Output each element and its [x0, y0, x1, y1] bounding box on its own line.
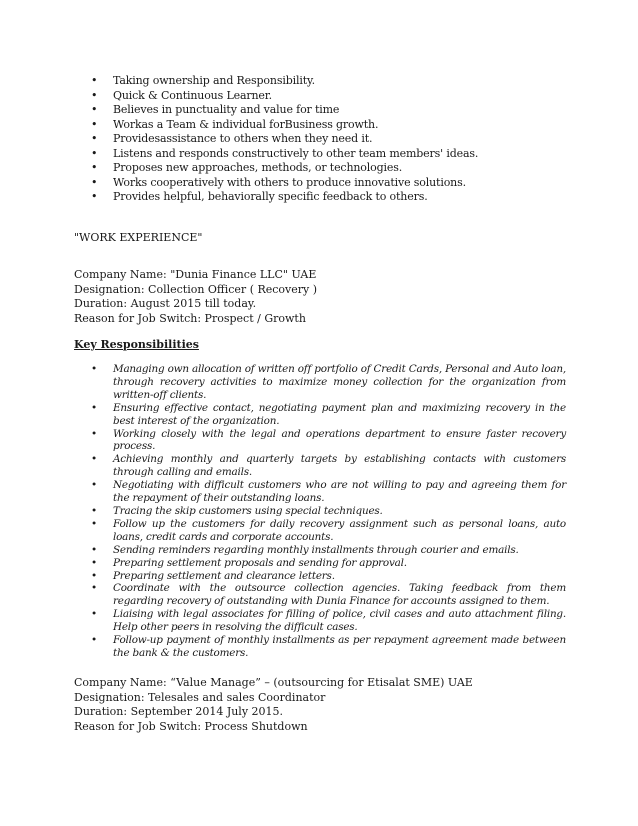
- trait-text: Provides helpful, behaviorally specific feedback to others.: [113, 190, 428, 203]
- trait-text: Providesassistance to others when they need it.: [113, 132, 373, 145]
- list-item: [92, 479, 566, 505]
- list-item: [92, 176, 478, 191]
- bullet-icon: •: [91, 479, 97, 492]
- bullet-icon: •: [91, 453, 97, 466]
- list-item: [92, 74, 478, 89]
- duration: Duration: August 2015 till today.: [74, 297, 257, 310]
- bullet-icon: •: [91, 146, 98, 160]
- bullet-icon: •: [91, 74, 98, 87]
- list-item: [92, 132, 478, 147]
- job-2-details: [74, 676, 473, 734]
- bullet-icon: •: [91, 608, 97, 621]
- responsibility-text: Working closely with the legal and operations department to ensure faster recovery process.: [113, 427, 566, 453]
- designation: Designation: Telesales and sales Coordinator: [74, 690, 326, 704]
- responsibility-text: Preparing settlement and clearance letters.: [113, 569, 335, 582]
- trait-text: Believes in punctuality and value for time: [113, 103, 340, 116]
- trait-text: Taking ownership and Responsibility.: [113, 74, 315, 87]
- bullet-icon: •: [91, 427, 97, 440]
- responsibility-text: Follow-up payment of monthly installments as per repayment agreement made between the bank & the customers.: [113, 634, 566, 659]
- bullet-icon: •: [91, 401, 97, 414]
- responsibility-text: Preparing settlement proposals and sending for approval.: [113, 556, 407, 569]
- company-name: Company Name: "Dunia Finance LLC" UAE: [74, 268, 317, 281]
- trait-text: Proposes new approaches, methods, or technologies.: [113, 161, 403, 174]
- bullet-icon: •: [91, 582, 97, 595]
- trait-text: Works cooperatively with others to produce innovative solutions.: [113, 175, 466, 189]
- trait-text: Workas a Team & individual forBusiness growth.: [113, 117, 379, 131]
- bullet-icon: •: [91, 88, 98, 102]
- responsibility-text: Sending reminders regarding monthly installments through courier and emails.: [113, 543, 519, 556]
- list-item: [92, 89, 478, 104]
- responsibility-text: Follow up the customers for daily recovery assignment such as personal loans, auto loans, credit cards and corporate accounts.: [113, 517, 566, 543]
- key-responsibilities-heading: Key Responsibilities: [74, 338, 199, 351]
- trait-text: Quick & Continuous Learner.: [113, 88, 273, 102]
- list-item: [92, 544, 566, 557]
- duration: Duration: September 2014 July 2015.: [74, 705, 284, 718]
- job-1-details: [74, 268, 317, 326]
- bullet-icon: •: [91, 556, 97, 569]
- list-item: [92, 570, 566, 583]
- responsibility-text: Coordinate with the outsource collection agencies. Taking feedback from them regarding recovery of outstanding with Dunia Finance for accounts assigned to them.: [113, 582, 566, 608]
- responsibility-text: Achieving monthly and quarterly targets by establishing contacts with customers through calling and emails.: [113, 453, 566, 479]
- bullet-icon: •: [91, 517, 97, 530]
- responsibility-text: Liaising with legal associates for filling of police, civil cases and auto attachment filing. Help other peers in resolving the difficult cases.: [113, 608, 566, 634]
- list-item: [92, 190, 478, 205]
- responsibility-text: Tracing the skip customers using special techniques.: [113, 504, 383, 517]
- bullet-icon: •: [91, 117, 98, 131]
- list-item: [92, 582, 566, 608]
- list-item: [92, 428, 566, 454]
- list-item: [92, 118, 478, 133]
- bullet-icon: •: [91, 103, 98, 116]
- bullet-icon: •: [91, 161, 98, 174]
- list-item: [92, 634, 566, 660]
- traits-list: [92, 74, 478, 205]
- responsibility-text: Ensuring effective contact, negotiating payment plan and maximizing recovery in the best interest of the organization.: [113, 401, 566, 427]
- list-item: [92, 147, 478, 162]
- responsibilities-list: [92, 363, 566, 660]
- list-item: [92, 557, 566, 570]
- bullet-icon: •: [91, 363, 97, 375]
- list-item: [92, 402, 566, 428]
- trait-text: Listens and responds constructively to other team members' ideas.: [113, 146, 479, 160]
- bullet-icon: •: [91, 175, 98, 189]
- list-item: [92, 453, 566, 479]
- switch-reason: Reason for Job Switch: Prospect / Growth: [74, 311, 306, 325]
- company-name: Company Name: “Value Manage” – (outsourcing for Etisalat SME) UAE: [74, 676, 473, 689]
- work-experience-heading: "WORK EXPERIENCE": [74, 231, 203, 244]
- list-item: [92, 363, 566, 402]
- responsibility-text: Negotiating with difficult customers who are not willing to pay and agreeing them for the repayment of their outstanding loans.: [113, 479, 566, 505]
- bullet-icon: •: [91, 569, 97, 582]
- designation: Designation: Collection Officer ( Recovery ): [74, 282, 318, 296]
- bullet-icon: •: [91, 504, 97, 517]
- bullet-icon: •: [91, 543, 97, 556]
- list-item: [92, 505, 566, 518]
- list-item: [92, 161, 478, 176]
- list-item: [92, 608, 566, 634]
- list-item: [92, 103, 478, 118]
- list-item: [92, 518, 566, 544]
- responsibility-text: Managing own allocation of written off portfolio of Credit Cards, Personal and Auto loan, through recovery activities to maximize money collection for the organization from written-off clients.: [113, 363, 566, 401]
- bullet-icon: •: [91, 132, 98, 145]
- bullet-icon: •: [91, 190, 98, 203]
- bullet-icon: •: [91, 634, 97, 647]
- switch-reason: Reason for Job Switch: Process Shutdown: [74, 719, 308, 733]
